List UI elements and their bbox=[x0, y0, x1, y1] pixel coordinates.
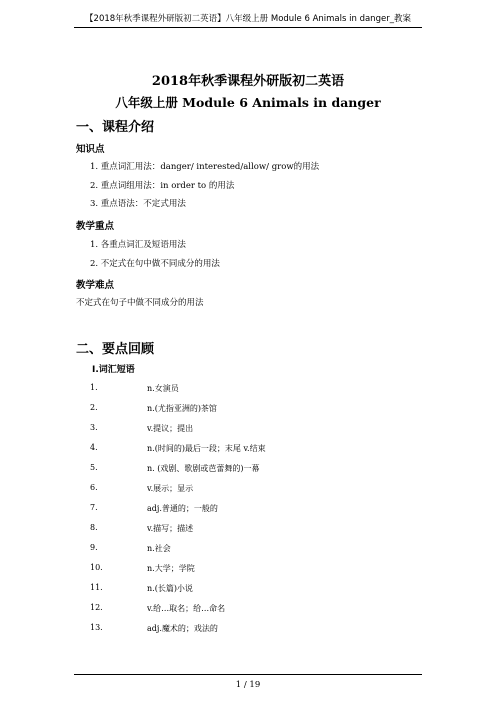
vocab-number: 13. bbox=[90, 623, 103, 632]
vocab-definition: n.(长篇)小说 bbox=[147, 584, 193, 593]
vocab-definition: n.(时间的)最后一段；末尾 v.结束 bbox=[147, 444, 266, 453]
section-heading-intro: 一、课程介绍 bbox=[76, 120, 155, 135]
vocab-number: 9. bbox=[90, 543, 98, 552]
vocab-definition: v.描写；描述 bbox=[147, 524, 194, 533]
key-point-item: 1. 各重点词汇及短语用法 bbox=[90, 240, 186, 250]
vocab-number: 11. bbox=[90, 583, 103, 592]
vocab-number: 2. bbox=[90, 403, 98, 412]
vocab-number: 3. bbox=[90, 423, 98, 432]
vocab-definition: v.展示；显示 bbox=[147, 484, 194, 493]
vocab-number: 1. bbox=[90, 383, 98, 392]
key-point-item: 2. 不定式在句中做不同成分的用法 bbox=[90, 259, 220, 269]
difficulty-text: 不定式在句子中做不同成分的用法 bbox=[76, 298, 204, 308]
document-title: 2018年秋季课程外研版初二英语 bbox=[151, 74, 345, 89]
footer-rule bbox=[74, 674, 422, 675]
vocab-number: 6. bbox=[90, 483, 98, 492]
vocab-definition: n.大学；学院 bbox=[147, 564, 195, 573]
vocab-definition: v.给…取名；给…命名 bbox=[147, 604, 226, 613]
vocab-number: 4. bbox=[90, 443, 98, 452]
vocab-definition: n.女演员 bbox=[147, 384, 179, 393]
vocab-definition: n.(尤指亚洲的)茶馆 bbox=[147, 404, 217, 413]
page-number: 1 / 19 bbox=[235, 680, 261, 690]
vocab-definition: n.社会 bbox=[147, 544, 171, 553]
vocab-number: 12. bbox=[90, 603, 103, 612]
vocab-number: 10. bbox=[90, 563, 103, 572]
knowledge-item: 2. 重点词组用法：in order to 的用法 bbox=[90, 181, 235, 191]
document-subtitle: 八年级上册 Module 6 Animals in danger bbox=[115, 95, 381, 110]
difficulty-heading: 教学难点 bbox=[76, 280, 115, 291]
knowledge-item: 1. 重点词汇用法：danger/ interested/allow/ grow的用法 bbox=[90, 162, 320, 172]
vocab-definition: v.提议；提出 bbox=[147, 424, 194, 433]
section-heading-review: 二、要点回顾 bbox=[76, 342, 155, 357]
vocab-number: 7. bbox=[90, 503, 98, 512]
header-rule bbox=[74, 27, 422, 28]
vocab-heading: Ⅰ.词汇短语 bbox=[92, 365, 135, 375]
vocab-number: 5. bbox=[90, 463, 98, 472]
knowledge-item: 3. 重点语法：不定式用法 bbox=[90, 199, 186, 209]
key-points-heading: 教学重点 bbox=[76, 221, 115, 232]
vocab-number: 8. bbox=[90, 523, 98, 532]
vocab-definition: n. (戏剧、歌剧或芭蕾舞的)一幕 bbox=[147, 464, 260, 473]
page-header: 【2018年秋季课程外研版初二英语】八年级上册 Module 6 Animals in danger_教案 bbox=[85, 14, 411, 24]
vocab-definition: adj.魔术的；戏法的 bbox=[147, 624, 218, 633]
vocab-definition: adj.普通的；一般的 bbox=[147, 504, 218, 513]
knowledge-heading: 知识点 bbox=[76, 144, 105, 155]
